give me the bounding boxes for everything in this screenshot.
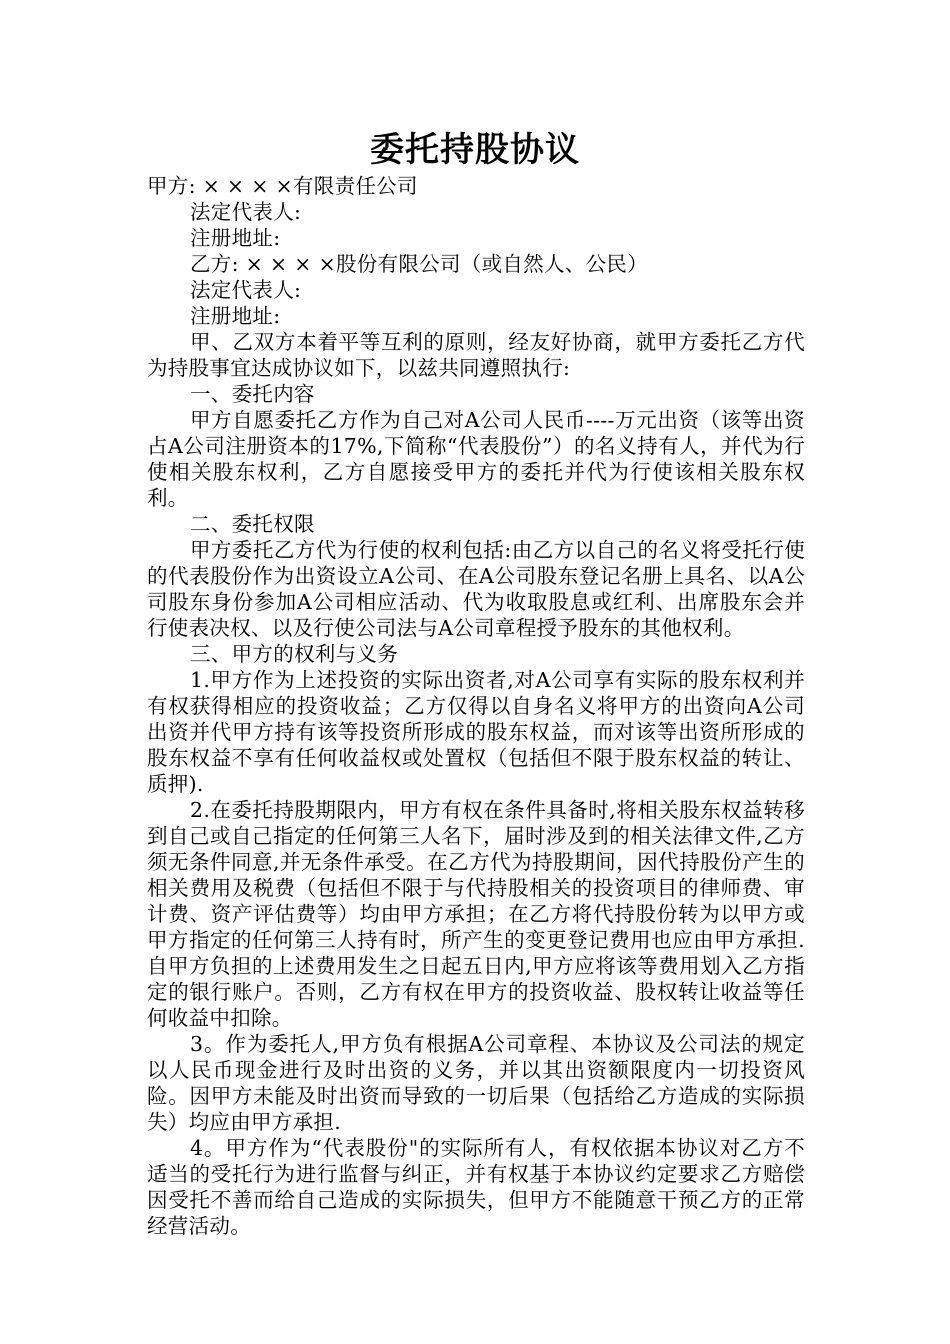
section-heading: 一、委托内容 — [190, 382, 315, 406]
party-a-legal-rep: 法定代表人: — [190, 200, 302, 224]
section-paragraph: 3。作为委托人,甲方负有根据A公司章程、本协议及公司法的规定以人民币现金进行及时出资的义务，并以其出资额限度内一切投资风险。因甲方未能及时出资而导致的一切后果（包括给乙方造成的实际损失）均应由甲方承担. — [147, 1032, 805, 1134]
document-title: 委托持股协议 — [370, 130, 580, 170]
section-paragraph: 甲方自愿委托乙方作为自己对A公司人民币----万元出资（该等出资占A公司注册资本的17%,下简称“代表股份”）的名义持有人，并代为行使相关股东权利，乙方自愿接受甲方的委托并代为行使该相关股东权利。 — [147, 408, 805, 510]
section-paragraph: 1.甲方作为上述投资的实际出资者,对A公司享有实际的股东权利并有权获得相应的投资收益；乙方仅得以自身名义将甲方的出资向A公司出资并代甲方持有该等投资所形成的股东权益，而对该等出资所形成的股东权益不享有任何收益权或处置权（包括但不限于股东权益的转让、质押). — [147, 668, 805, 796]
section-heading: 三、甲方的权利与义务 — [190, 642, 398, 666]
section-heading: 二、委托权限 — [190, 512, 315, 536]
document-body — [147, 173, 805, 1239]
section-paragraph: 4。甲方作为“代表股份"的实际所有人，有权依据本协议对乙方不适当的受托行为进行监督与纠正，并有权基于本协议约定要求乙方赔偿因受托不善而给自己造成的实际损失，但甲方不能随意干预乙方的正常经营活动。 — [147, 1136, 805, 1238]
party-a-address: 注册地址: — [190, 226, 281, 250]
party-b-address: 注册地址: — [190, 304, 281, 328]
preamble-paragraph: 甲、乙双方本着平等互利的原则，经友好协商，就甲方委托乙方代为持股事宜达成协议如下，以兹共同遵照执行: — [147, 330, 805, 380]
section-paragraph: 2.在委托持股期限内，甲方有权在条件具备时,将相关股东权益转移到自己或自己指定的任何第三人名下，届时涉及到的相关法律文件,乙方须无条件同意,并无条件承受。在乙方代为持股期间，因代持股份产生的相关费用及税费（包括但不限于与代持股相关的投资项目的律师费、审计费、资产评估费等）均由甲方承担；在乙方将代持股份转为以甲方或甲方指定的任何第三人持有时，所产生的变更登记费用也应由甲方承担.自甲方负担的上述费用发生之日起五日内,甲方应将该等费用划入乙方指定的银行账户。否则，乙方有权在甲方的投资收益、股权转让收益等任何收益中扣除。 — [147, 798, 805, 1030]
party-a-line: 甲方: × × × ×有限责任公司 — [147, 174, 418, 198]
party-b-line: 乙方: × × × ×股份有限公司（或自然人、公民） — [190, 252, 648, 276]
party-b-legal-rep: 法定代表人: — [190, 278, 302, 302]
section-paragraph: 甲方委托乙方代为行使的权利包括:由乙方以自己的名义将受托行使的代表股份作为出资设立A公司、在A公司股东登记名册上具名、以A公司股东身份参加A公司相应活动、代为收取股息或红利、出席股东会并行使表决权、以及行使公司法与A公司章程授予股东的其他权利。 — [147, 538, 805, 640]
